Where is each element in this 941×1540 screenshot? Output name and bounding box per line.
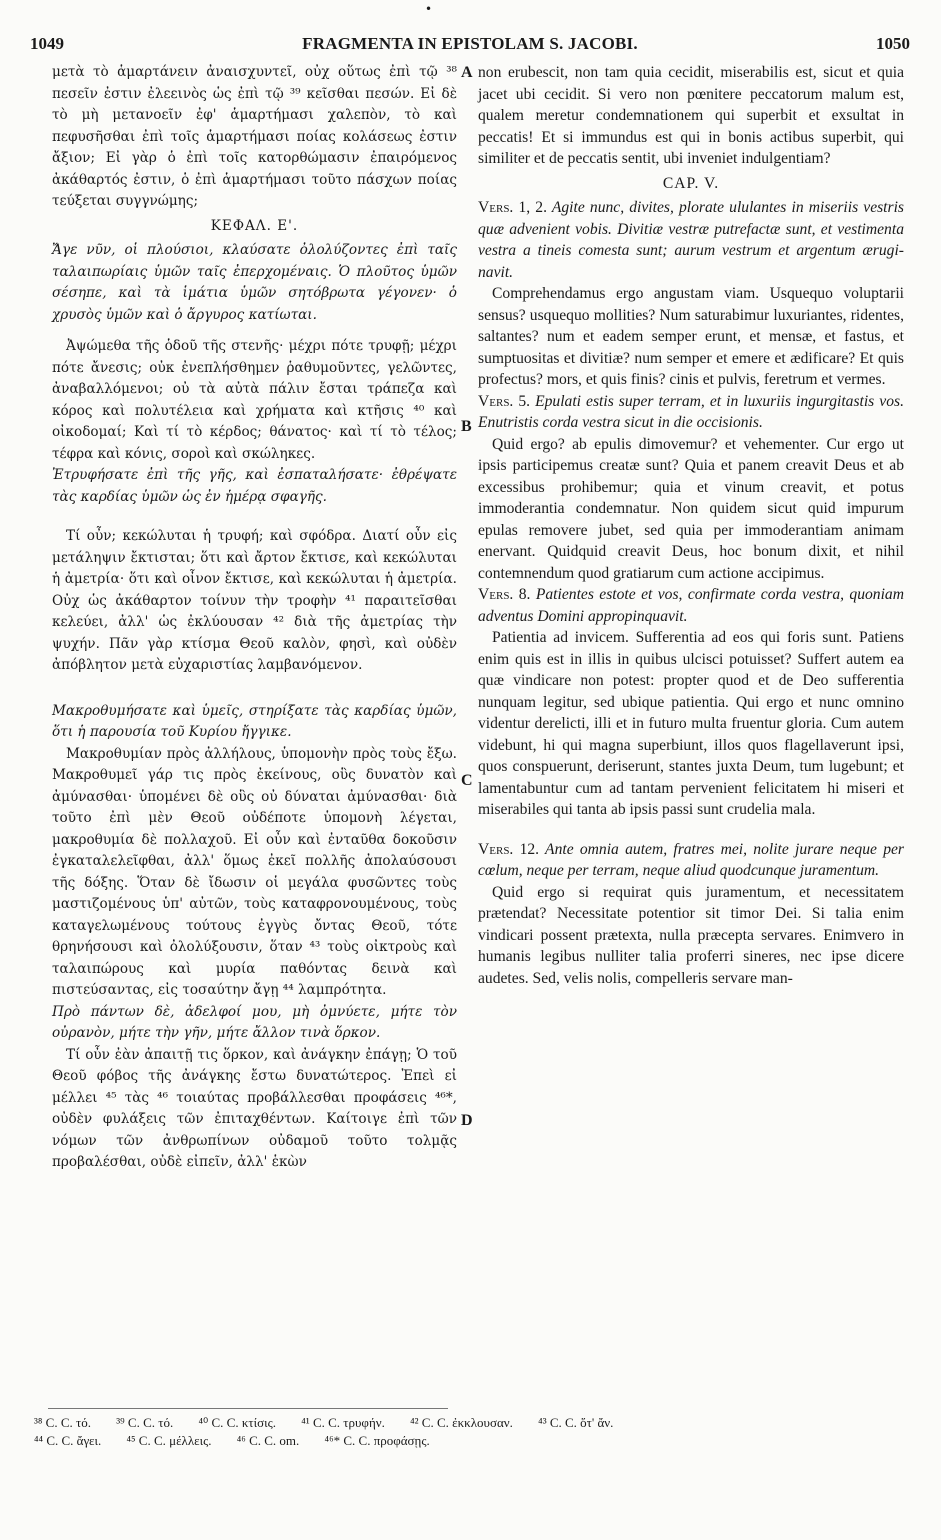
greek-chapter-heading: ΚΕΦΑΛ. Ε'.	[210, 217, 299, 234]
latin-paragraph-5: Quid ergo si requirat quis juramentum, et necessitatem prætendat? Necessitate potentior sit timor Dei. Si talia enim vindicari possent prætexta, nulla præcepta servares. Enimvero in humanis legibus nulliter talia proferri sineres, nec ipse dicere audetes. Sed, velis nolis, compelleris servare man-	[478, 883, 904, 987]
page-mark: •	[425, 2, 433, 16]
margin-label-b: B	[461, 418, 472, 435]
greek-paragraph-4: Μακροθυμίαν πρὸς ἀλλήλους, ὑπομονὴν πρὸς τοὺς ἔξω. Μακροθυμεῖ γάρ τις πρὸς ἐκείνους, οὓς δυνατὸν καὶ ἀμύνασθαι· ὑπομένει δὲ οὓς οὐ δύναται ἀμύνασθαι· διὰ τοῦτο ἐπὶ μὲν Θεοῦ οὐδέποτε ὑπομονὴ λέγεται, μακροθυμία δὲ πολλαχοῦ. Εἰ οὖν καὶ ἐνταῦθα δοκοῦσιν ἐγκαταλελεῖφθαι, ἀλλ' ὅμως ἐκεῖ πολλῆς ἀπολαύσουσι τῆς δόξης. Ὅταν δὲ ἴδωσιν οἱ μεγάλα φυσῶντες τοὺς μαστιζομένους ὑπ' αὐτῶν, τοὺς καταφρονουμένους, τοὺς καταγελωμένους τούτους ἐγγὺς ὄντας Θεοῦ, τότε θρηνήσουσι καὶ ὀλολύξουσιν, ὅταν ⁴³ τοὺς οἰκτροὺς καὶ ταλαιπώρους καὶ μυρία παθόντας δεινὰ καὶ πιστεύσαντας, εἰς τοσαύτην ἄγῃ ⁴⁴ λαμπρότητα.	[52, 745, 457, 998]
greek-paragraph-1: μετὰ τὸ ἁμαρτάνειν ἀναισχυντεῖ, οὐχ οὕτως ἐπὶ τῷ ³⁸ πεσεῖν ἐστιν ἐλεεινὸς ὡς ἐπὶ τῷ ³⁹ κεῖσθαι πεσών. Εἰ δὲ τὸ μὴ μετανοεῖν ἐφ' ἁμαρτήμασι χαλεπὸν, τὸ καὶ πεφυσῆσθαι ἐπὶ τοῖς ἁμαρτήμασι ποίας κολάσεως ἐστιν ἄξιον; Εἰ γὰρ ὁ ἐπὶ τοῖς κατορθώμασιν ἐπαιρόμενος ἀκάθαρτός ἐστιν, ὁ ἐπὶ ἁμαρτήμασι τοῦτο πάσχων ποίας τεύξεται συγγνώμης;	[52, 64, 457, 209]
verse-label: Vers. 1, 2.	[478, 199, 547, 216]
latin-verse-1	[478, 197, 904, 283]
footnote: ⁴⁶ C. C. om.	[236, 1433, 300, 1448]
footnote: ⁴⁴ C. C. ἄγει.	[34, 1433, 102, 1448]
latin-paragraph-2: Comprehendamus ergo angustam viam. Usquequo voluptarii sensus? usquequo mollities? Num saturabimur luxuriantes, ridentes, saltantes? num et eadem semper erunt, et mensæ, et fastus, et sumptuositas et divitiæ? num semper et emere et ædificare? Et quis profectus? mors, et quis finis? cinis et pulvis, feretrum et vermes.	[478, 285, 904, 388]
footnote: ⁴⁰ C. Ϲ. κτίσις.	[198, 1415, 277, 1430]
page-number-left: 1049	[30, 34, 64, 53]
verse-label: Vers. 12.	[478, 840, 540, 858]
footnote-rule	[48, 1408, 448, 1409]
latin-verse-2	[478, 391, 904, 434]
latin-paragraph-4: Patientia ad invicem. Sufferentia ad eos qui foris sunt. Patiens enim quis est in illis in quibus ulcisci potuisset? Suffert autem ea quæ vindicare non potest: propter quod et de Deo sufferentia nunquam legitur, sed ubique patientia. Qui ergo et nunc omnino videntur derelicti, illi et in futuro multa fruentur gloria. Cum autem videbunt, hi qui magna superbiunt, illos quos flagellaverunt ipsi, quos conspuerunt, deriserunt, stantes juxta Deum, tum lugebunt; et lamentabuntur cum ad tantam pervenient felicitatem hi miseri et miserabiles qui tanta ab ipsis passi sunt crudelia mala.	[478, 629, 904, 818]
latin-verse-3	[478, 584, 904, 627]
latin-column	[478, 62, 904, 989]
footnote-row-2	[34, 1432, 914, 1450]
verse-text: Epulati estis super terram, et in luxuriis ingurgitastis vos. Enutristis corda vestra sicut in die occisionis.	[478, 392, 904, 431]
latin-verse-4	[478, 839, 904, 882]
greek-verse-4: Πρὸ πάντων δὲ, ἀδελφοί μου, μὴ ὀμνύετε, μήτε τὸν οὐρανὸν, μήτε τὴν γῆν, μήτε ἄλλον τινὰ ὅρκον.	[52, 1003, 457, 1041]
latin-paragraph-3: Quid ergo? ab epulis dimovemur? et vehementer. Cur ergo ut ipsis participemus creatæ sunt? Quia et panem creavit Deus et ab excessibus prohibemur; quia et vinum creavit, et potus immoderantia condemnatur. Non quidem sicut quid impurum epulas removere jubet, sed quia per immoderantiam animam enervant. Quidquid creavit Deus, hoc bonum dixit, et nihil contemnendum quod gratiarum cum actione accipimus.	[478, 435, 904, 582]
footnote: ³⁸ C. C. τό.	[34, 1415, 91, 1430]
greek-paragraph-5: Τί οὖν ἐὰν ἀπαιτῇ τις ὅρκον, καὶ ἀνάγκην ἐπάγῃ; Ὁ τοῦ Θεοῦ φόβος τῆς ἀνάγκης ἔστω δυνατώτερος. Ἐπεὶ εἰ μέλλει ⁴⁵ τὰς ⁴⁶ τοιαύτας προβάλλεσθαι προφάσεις ⁴⁶*, οὐδὲν φυλάξεις τῶν ἐπιταχθέντων. Καίτοιγε ἐπὶ τῶν νόμων τῶν ἀνθρωπίνων οὐδαμοῦ τοῦτο τολμᾷς προβαλέσθαι, οὐδὲ εἰπεῖν, ἀλλ' ἑκὼν	[52, 1046, 457, 1170]
margin-label-d: D	[461, 1112, 473, 1129]
footnote: ⁴¹ C. C. τρυφήν.	[301, 1415, 385, 1430]
running-title: FRAGMENTA IN EPISTOLAM S. JACOBI.	[302, 34, 638, 53]
greek-paragraph-3: Τί οὖν; κεκώλυται ἡ τρυφή; καὶ σφόδρα. Διατί οὖν εἰς μετάληψιν ἔκτισται; ὅτι καὶ ἄρτον ἔκτισε, καὶ κεκώλυται ἡ ἀμετρία· ὅτι καὶ οἶνον ἔκτισε, καὶ κεκώλυται ἡ ἀμετρία. Οὐχ ὡς ἀκάθαρτον τοίνυν τὴν τροφὴν ⁴¹ παραιτεῖσθαι κελεύει, ἀλλ' ὡς ἐκλύουσαν ⁴² διὰ τῆς ἀμετρίας τὴν ψυχήν. Πᾶν γὰρ κτίσμα Θεοῦ καλὸν, φησὶ, καὶ οὐδὲν ἀπόβλητον μετὰ εὐχαριστίας λαμβανόμενον.	[52, 528, 457, 673]
page-number-right: 1050	[876, 34, 910, 53]
greek-verse-1: Ἄγε νῦν, οἱ πλούσιοι, κλαύσατε ὀλολύζοντες ἐπὶ ταῖς ταλαιπωρίαις ὑμῶν ταῖς ἐπερχομέναις. Ὁ πλοῦτος ὑμῶν σέσηπε, καὶ τὰ ἱμάτια ὑμῶν σητόβρωτα γέγονεν· ὁ χρυσὸς ὑμῶν καὶ ὁ ἄργυρος κατίωται.	[52, 242, 457, 323]
verse-label: Vers. 8.	[478, 586, 531, 603]
greek-column	[52, 62, 457, 1174]
margin-label-c: C	[461, 772, 473, 789]
latin-paragraph-1: non erubescit, non tam quia cecidit, miserabilis est, sicut et quia jacet ubi cecidit. Si vero non pœnitere peccatorum malum est, qualem meretur condemnationem qui superbit et exsultat in peccatis! Et si immundus est qui in bonis actibus superbit, qui similiter et de peccatis sentit, ubi inveniet indulgentiam?	[478, 64, 904, 167]
verse-text: Ante omnia autem, fratres mei, nolite jurare neque per cœlum, neque per terram, neque aliud quodcunque juramentum.	[478, 840, 904, 879]
footnote: ³⁹ C. C. τό.	[116, 1415, 174, 1430]
verse-label: Vers. 5.	[478, 392, 531, 410]
footnotes	[34, 1414, 914, 1450]
footnote: ⁴⁵ C. C. μέλλεις.	[126, 1433, 212, 1448]
greek-paragraph-2: Ἀψώμεθα τῆς ὁδοῦ τῆς στενῆς· μέχρι πότε τρυφῇ; μέχρι πότε ἄνεσις; οὐκ ἐνεπλήσθημεν ῥαθυμοῦντες, γελῶντες, ἀναβαλλόμενοι; οὐ τὰ αὐτὰ πάλιν ἔσται τράπεζα καὶ κόρος καὶ πολυτέλεια καὶ χρήματα καὶ κτῆσις ⁴⁰ καὶ οἰκοδομαί; Καὶ τί τὸ κέρδος; θάνατος· καὶ τί τὸ τέλος; τέφρα καὶ κόνις, σοροὶ καὶ σκώληκες.	[52, 338, 457, 462]
page-header	[30, 34, 910, 58]
margin-label-a: A	[461, 64, 473, 81]
footnote: ⁴⁶* C. C. προφάσῃς.	[324, 1433, 430, 1448]
greek-verse-3: Μακροθυμήσατε καὶ ὑμεῖς, στηρίξατε τὰς καρδίας ὑμῶν, ὅτι ἡ παρουσία τοῦ Κυρίου ἤγγικε.	[52, 702, 457, 740]
footnote: ⁴² C. C. ἐκκλουσαν.	[410, 1415, 513, 1430]
latin-chapter-heading: CAP. V.	[662, 174, 720, 192]
verse-text: Agite nunc, divites, plorate ululantes in miseriis vestris quæ advenient vobis. Divitiæ vestræ putrefactæ sunt, et vestimenta vestra a tineis comesta sunt; aurum vestrum et argentum ærugi-navit.	[478, 199, 904, 281]
verse-text: Patientes estote et vos, confirmate corda vestra, quoniam adventus Domini appropinquavit.	[478, 586, 904, 625]
footnote-row-1	[34, 1414, 914, 1432]
footnote: ⁴³ C. C. ὅτ' ἄν.	[538, 1415, 614, 1430]
greek-verse-2: Ἐτρυφήσατε ἐπὶ τῆς γῆς, καὶ ἐσπαταλήσατε· ἐθρέψατε τὰς καρδίας ὑμῶν ὡς ἐν ἡμέρᾳ σφαγῆς.	[52, 467, 457, 505]
